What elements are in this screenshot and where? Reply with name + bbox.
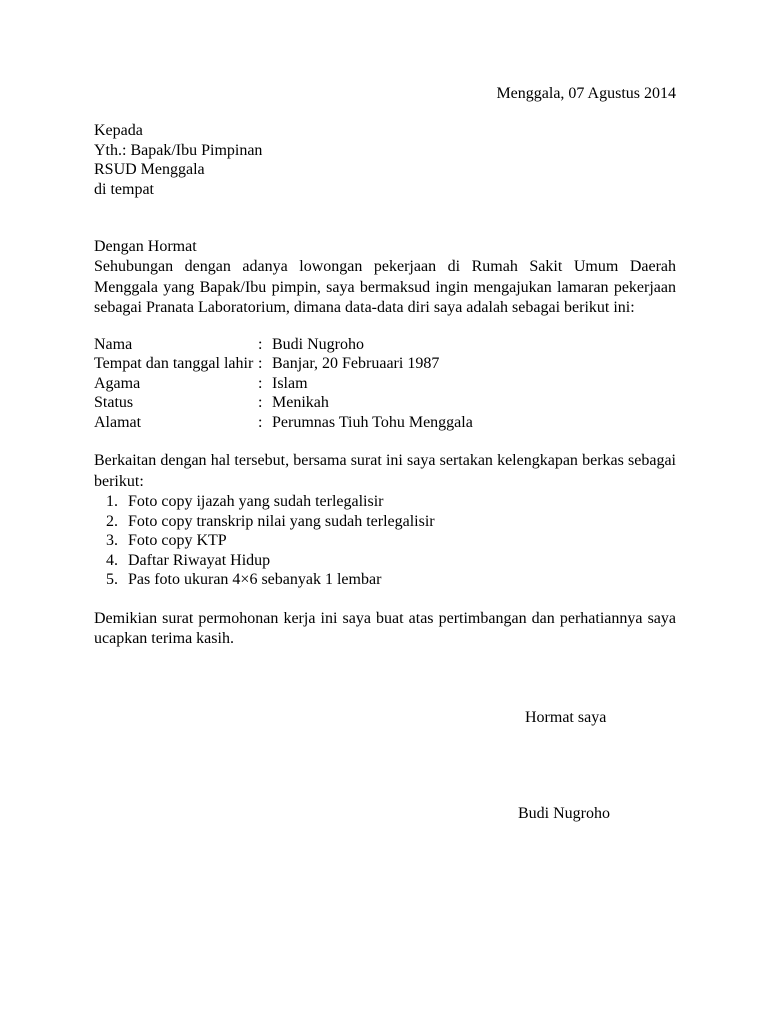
recipient-block — [94, 121, 676, 199]
attachments-list — [122, 492, 676, 590]
recipient-line-kepada: Kepada — [94, 122, 143, 139]
attachment-item: 5. Pas foto ukuran 4×6 sebanyak 1 lembar — [122, 570, 676, 590]
data-row-status — [94, 393, 676, 413]
data-label: Status — [94, 394, 134, 411]
data-label: Nama — [94, 335, 133, 353]
date-line: Menggala, 07 Agustus 2014 — [496, 85, 676, 102]
data-value: Menikah — [272, 394, 329, 411]
data-colon: : — [258, 335, 263, 353]
recipient-line-place: di tempat — [94, 180, 154, 198]
data-colon: : — [258, 394, 263, 411]
data-row-alamat — [94, 413, 676, 433]
attachment-item: 1. Foto copy ijazah yang sudah terlegalisir — [122, 492, 676, 512]
personal-data-block — [94, 335, 676, 433]
data-colon: : — [258, 374, 263, 392]
opening-paragraph: Sehubungan dengan adanya lowongan pekerjaan di Rumah Sakit Umum Daerah Menggala yang Bapak/Ibu pimpin, saya bermaksud ingin mengajukan lamaran pekerjaan sebagai Pranata Laboratorium, dimana data-data diri saya adalah sebagai berikut ini: — [94, 258, 676, 316]
attachment-item: 2. Foto copy transkrip nilai yang sudah terlegalisir — [122, 512, 676, 532]
attachments-intro: Berkaitan dengan hal tersebut, bersama surat ini saya sertakan kelengkapan berkas sebagai berikut: — [94, 452, 676, 490]
signature-closing: Hormat saya — [525, 708, 607, 726]
salutation: Dengan Hormat — [94, 238, 197, 255]
data-value: Budi Nugroho — [272, 335, 364, 353]
data-row-agama — [94, 374, 676, 394]
data-colon: : — [258, 413, 263, 431]
data-row-ttl — [94, 354, 676, 374]
data-label: Alamat — [94, 413, 142, 431]
data-value: Perumnas Tiuh Tohu Menggala — [272, 413, 473, 431]
recipient-line-institution: RSUD Menggala — [94, 161, 205, 178]
data-label: Agama — [94, 374, 141, 392]
data-colon: : — [258, 355, 263, 372]
data-value: Islam — [272, 374, 308, 392]
attachment-item: 3. Foto copy KTP — [122, 531, 676, 551]
signature-name: Budi Nugroho — [518, 804, 610, 822]
recipient-line-yth: Yth.: Bapak/Ibu Pimpinan — [94, 141, 263, 159]
data-label: Tempat dan tanggal lahir — [94, 355, 254, 372]
closing-paragraph: Demikian surat permohonan kerja ini saya buat atas pertimbangan dan perhatiannya saya ucapkan terima kasih. — [94, 609, 676, 647]
data-value: Banjar, 20 Februaari 1987 — [272, 355, 440, 372]
data-row-nama — [94, 335, 676, 355]
attachment-item: 4. Daftar Riwayat Hidup — [122, 551, 676, 571]
